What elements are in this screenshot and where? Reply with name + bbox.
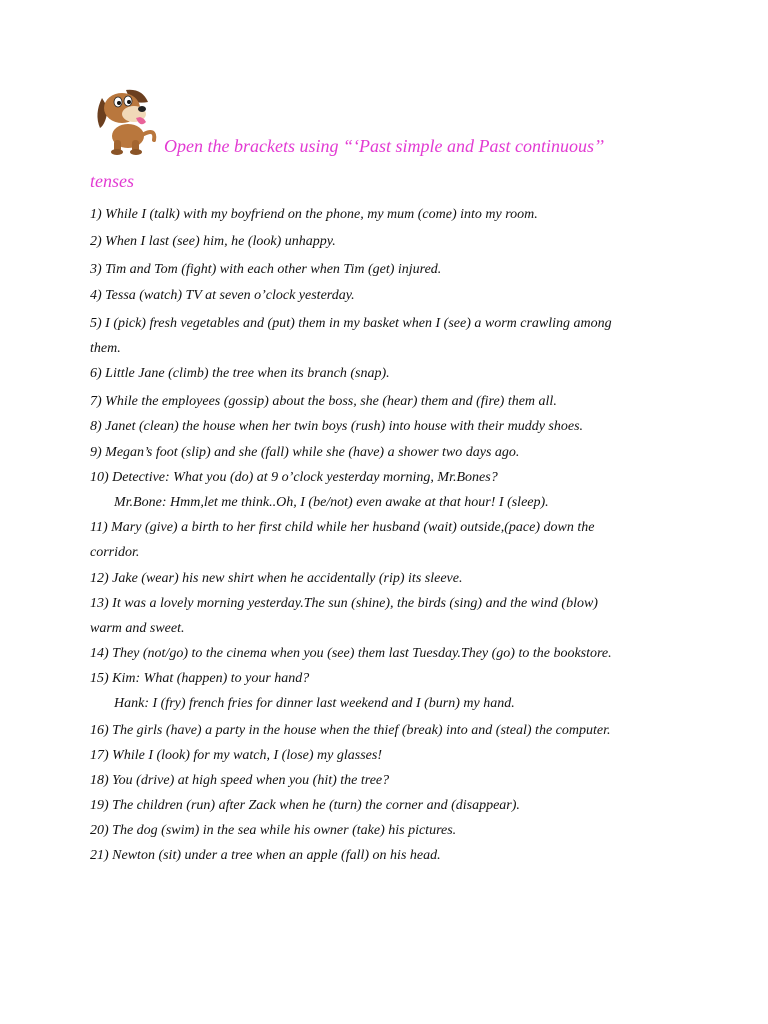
exercise-item xyxy=(90,257,680,282)
exercise-text: 2) When I last (see) him, he (look) unhappy. xyxy=(90,234,336,249)
exercise-item xyxy=(114,490,704,515)
exercise-text: 9) Megan’s foot (slip) and she (fall) while she (have) a shower two days ago. xyxy=(90,445,520,460)
exercise-text: 13) It was a lovely morning yesterday.The sun (shine), the birds (sing) and the wind (blow) xyxy=(90,596,598,611)
exercise-item xyxy=(90,440,680,465)
exercise-item xyxy=(90,768,680,793)
exercise-text: 21) Newton (sit) under a tree when an apple (fall) on his head. xyxy=(90,848,441,863)
exercise-text: 17) While I (look) for my watch, I (lose) my glasses! xyxy=(90,748,382,763)
exercise-item xyxy=(90,283,680,308)
exercise-text: 14) They (not/go) to the cinema when you (see) them last Tuesday.They (go) to the bookstore. xyxy=(90,646,612,661)
exercise-item xyxy=(90,515,680,565)
exercise-text-continued: warm and sweet. xyxy=(90,621,185,636)
exercise-item xyxy=(90,202,680,227)
exercise-item xyxy=(90,793,680,818)
exercise-item xyxy=(90,361,680,386)
exercise-item xyxy=(90,818,680,843)
exercise-text: 15) Kim: What (happen) to your hand? xyxy=(90,671,310,686)
exercise-text-continued: them. xyxy=(90,341,121,356)
exercise-text: 6) Little Jane (climb) the tree when its branch (snap). xyxy=(90,366,390,381)
exercise-item xyxy=(90,641,680,666)
exercise-item xyxy=(90,718,680,743)
exercise-text: 18) You (drive) at high speed when you (hit) the tree? xyxy=(90,773,390,788)
cartoon-dog-icon xyxy=(92,84,164,156)
exercise-item xyxy=(90,389,680,414)
exercise-item xyxy=(90,566,680,591)
exercise-text: Hank: I (fry) french fries for dinner last weekend and I (burn) my hand. xyxy=(114,696,515,711)
exercise-text: 7) While the employees (gossip) about the boss, she (hear) them and (fire) them all. xyxy=(90,394,557,409)
worksheet-title-line2: tenses xyxy=(90,171,134,191)
exercise-text: 5) I (pick) fresh vegetables and (put) them in my basket when I (see) a worm crawling among xyxy=(90,316,612,331)
exercise-item xyxy=(90,414,680,439)
exercise-text: 11) Mary (give) a birth to her first child while her husband (wait) outside,(pace) down the xyxy=(90,520,595,535)
exercise-text: 12) Jake (wear) his new shirt when he accidentally (rip) its sleeve. xyxy=(90,571,463,586)
exercise-item xyxy=(90,591,680,641)
exercise-item xyxy=(90,743,680,768)
exercise-text: 3) Tim and Tom (fight) with each other when Tim (get) injured. xyxy=(90,262,442,277)
exercise-item xyxy=(90,843,680,868)
worksheet-title-line1: Open the brackets using “‘Past simple and Past continuous’’ xyxy=(164,136,604,156)
exercise-text: 1) While I (talk) with my boyfriend on the phone, my mum (come) into my room. xyxy=(90,207,538,222)
exercise-item xyxy=(90,229,680,254)
exercise-text: 8) Janet (clean) the house when her twin boys (rush) into house with their muddy shoes. xyxy=(90,419,584,434)
exercise-item xyxy=(90,666,680,691)
exercise-item xyxy=(90,465,680,490)
exercise-text: 20) The dog (swim) in the sea while his owner (take) his pictures. xyxy=(90,823,457,838)
exercise-item xyxy=(90,311,680,361)
exercise-text: 4) Tessa (watch) TV at seven o’clock yesterday. xyxy=(90,288,355,303)
exercise-text-continued: corridor. xyxy=(90,545,140,560)
exercise-item xyxy=(114,691,704,716)
exercise-text: Mr.Bone: Hmm,let me think..Oh, I (be/not) even awake at that hour! I (sleep). xyxy=(114,495,549,510)
exercise-text: 10) Detective: What you (do) at 9 o’clock yesterday morning, Mr.Bones? xyxy=(90,470,498,485)
exercise-text: 16) The girls (have) a party in the house when the thief (break) into and (steal) the computer. xyxy=(90,723,611,738)
exercise-text: 19) The children (run) after Zack when he (turn) the corner and (disappear). xyxy=(90,798,520,813)
